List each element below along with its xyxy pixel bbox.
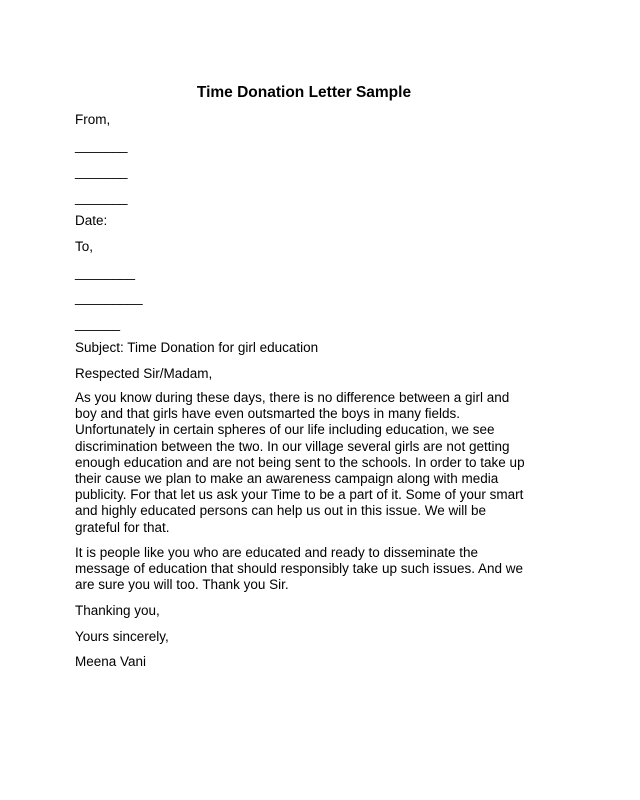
body-paragraph-1 [75,390,575,536]
body-paragraph-1-line: As you know during these days, there is no difference between a girl and [75,390,510,405]
signature-name: Meena Vani [75,654,147,669]
from-blank-line-2: _______ [75,164,128,179]
body-paragraph-1-line: discrimination between the two. In our village several girls are not getting [75,438,510,454]
body-paragraph-1-line: and highly educated persons can help us out in this issue. We will be [75,503,486,519]
to-blank-line-2: _________ [75,290,143,305]
subject-line: Subject: Time Donation for girl education [75,340,319,355]
body-paragraph-1-line: their cause we plan to make an awareness campaign along with media [75,471,499,487]
body-paragraph-2 [75,545,575,594]
to-blank-line-3: ______ [75,316,121,331]
to-label: To, [75,239,94,254]
to-blank-line-1: ________ [75,265,136,280]
body-paragraph-2-line: It is people like you who are educated and ready to disseminate the [75,545,479,560]
from-blank-line-1: _______ [75,138,128,153]
body-paragraph-2-line: message of education that should responsibly take up such issues. And we [75,561,524,577]
body-paragraph-1-line: boy and that girls have even outsmarted the boys in many fields. [75,406,460,422]
body-paragraph-1-line: enough education and are not being sent to the schools. In order to take up [75,454,525,470]
salutation: Respected Sir/Madam, [75,366,213,381]
body-paragraph-1-line: publicity. For that let us ask your Time to be a part of it. Some of your smart [75,487,524,503]
body-paragraph-2-line: are sure you will too. Thank you Sir. [75,577,289,593]
closing-thanking: Thanking you, [75,603,160,618]
from-blank-line-3: _______ [75,190,128,205]
body-paragraph-1-line: Unfortunately in certain spheres of our life including education, we see [75,422,495,438]
from-label: From, [75,112,111,127]
body-paragraph-1-line: grateful for that. [75,519,170,535]
closing-yours-sincerely: Yours sincerely, [75,629,169,644]
page-title: Time Donation Letter Sample [196,84,412,101]
date-label: Date: [75,213,108,228]
